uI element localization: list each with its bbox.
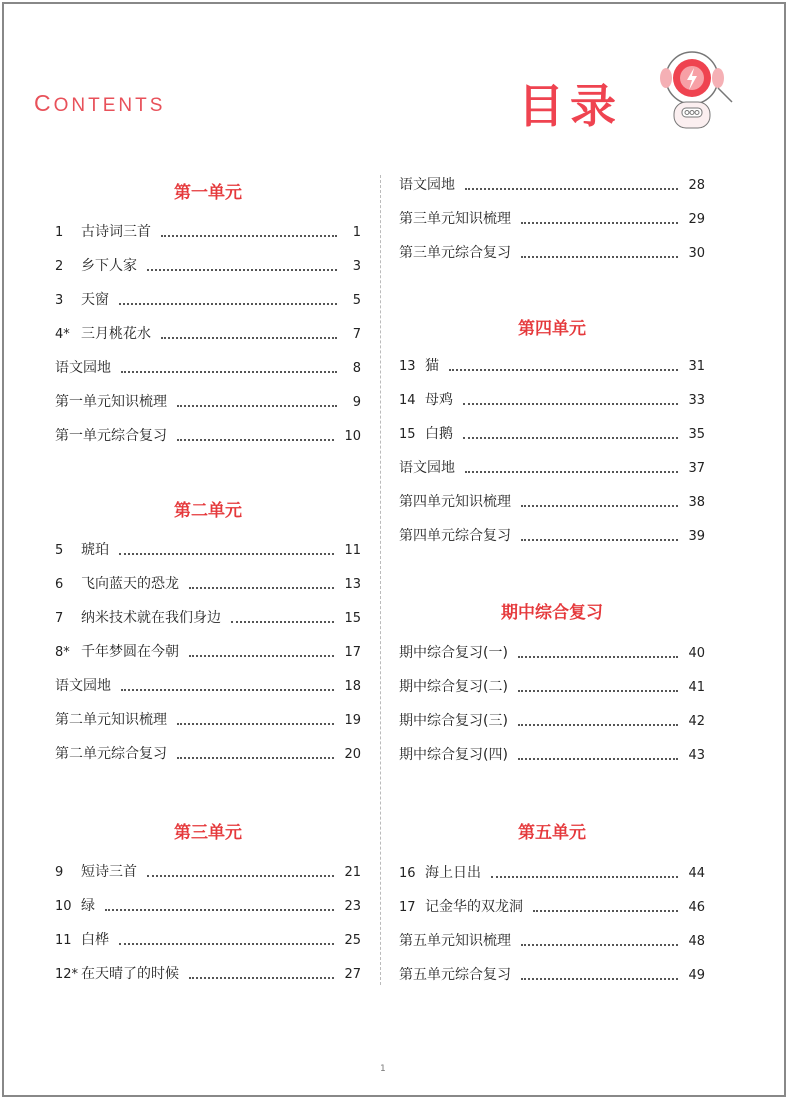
toc-entry[interactable] [55, 861, 361, 881]
entry-page: 49 [688, 968, 705, 983]
entry-number: 3 [55, 293, 64, 308]
entry-number: 13 [399, 359, 416, 374]
entry-title: 第四单元知识梳理 [399, 494, 511, 510]
entry-title: 语文园地 [399, 177, 455, 193]
entry-title: 第三单元知识梳理 [399, 211, 511, 227]
entry-title: 期中综合复习(二) [399, 679, 508, 695]
dot-leader [147, 269, 337, 271]
section-heading: 第五单元 [518, 823, 586, 843]
toc-entry[interactable] [399, 862, 705, 882]
entry-number: 9 [55, 865, 64, 880]
toc-entry[interactable] [55, 675, 361, 695]
toc-entry[interactable] [55, 255, 361, 275]
entry-number: 7 [55, 611, 64, 626]
entry-title: 母鸡 [425, 392, 453, 408]
toc-entry[interactable] [399, 491, 705, 511]
entry-number: 11 [55, 933, 72, 948]
dot-leader [119, 303, 337, 305]
entry-title: 天窗 [81, 292, 109, 308]
dot-leader [518, 758, 679, 760]
entry-number: 4* [55, 327, 70, 342]
section-heading: 第二单元 [174, 501, 242, 521]
toc-entry[interactable] [399, 389, 705, 409]
toc-entry[interactable] [55, 929, 361, 949]
entry-page: 10 [344, 429, 361, 444]
entry-page: 48 [688, 934, 705, 949]
entry-title: 记金华的双龙洞 [425, 899, 523, 915]
entry-title: 第四单元综合复习 [399, 528, 511, 544]
dot-leader [521, 944, 678, 946]
contents-initial: C [34, 90, 54, 116]
dot-leader [161, 235, 337, 237]
dot-leader [161, 337, 337, 339]
toc-entry[interactable] [55, 289, 361, 309]
toc-entry[interactable] [55, 357, 361, 377]
toc-entry[interactable] [55, 425, 361, 445]
entry-title: 白鹅 [425, 426, 453, 442]
entry-page: 42 [688, 714, 705, 729]
dot-leader [177, 723, 334, 725]
toc-entry[interactable] [399, 423, 705, 443]
entry-number: 15 [399, 427, 416, 442]
page-title: 目录 [518, 79, 622, 133]
toc-entry[interactable] [399, 242, 705, 262]
dot-leader [533, 910, 678, 912]
entry-title: 期中综合复习(三) [399, 713, 508, 729]
entry-number: 2 [55, 259, 64, 274]
dot-leader [189, 655, 334, 657]
dot-leader [521, 978, 678, 980]
dot-leader [119, 943, 334, 945]
entry-page: 41 [688, 680, 705, 695]
dot-leader [147, 875, 334, 877]
entry-page: 5 [352, 293, 361, 308]
entry-number: 17 [399, 900, 416, 915]
page-number: 1 [380, 1064, 386, 1074]
toc-entry[interactable] [399, 896, 705, 916]
contents-rest: ONTENTS [53, 95, 166, 116]
entry-page: 28 [688, 178, 705, 193]
toc-entry[interactable] [399, 457, 705, 477]
entry-page: 38 [688, 495, 705, 510]
entry-page: 39 [688, 529, 705, 544]
entry-page: 13 [344, 577, 361, 592]
entry-page: 37 [688, 461, 705, 476]
section-heading: 期中综合复习 [501, 603, 603, 623]
entry-title: 语文园地 [55, 360, 111, 376]
toc-entry[interactable] [55, 709, 361, 729]
toc-entry[interactable] [399, 208, 705, 228]
entry-title: 第五单元知识梳理 [399, 933, 511, 949]
entry-title: 古诗词三首 [81, 224, 151, 240]
entry-number: 14 [399, 393, 416, 408]
dot-leader [518, 724, 679, 726]
dot-leader [119, 553, 334, 555]
toc-entry[interactable] [55, 895, 361, 915]
entry-title: 短诗三首 [81, 864, 137, 880]
entry-page: 35 [688, 427, 705, 442]
entry-title: 第二单元综合复习 [55, 746, 167, 762]
contents-label [34, 90, 165, 117]
dot-leader [189, 587, 334, 589]
entry-title: 三月桃花水 [81, 326, 151, 342]
entry-title: 第三单元综合复习 [399, 245, 511, 261]
toc-entry[interactable] [55, 573, 361, 593]
toc-entry[interactable] [399, 525, 705, 545]
entry-title: 琥珀 [81, 542, 109, 558]
dot-leader [518, 690, 679, 692]
toc-entry[interactable] [55, 391, 361, 411]
dot-leader [121, 689, 334, 691]
toc-entry[interactable] [55, 607, 361, 627]
toc-entry[interactable] [399, 744, 705, 764]
dot-leader [491, 876, 678, 878]
entry-page: 19 [344, 713, 361, 728]
entry-page: 1 [352, 225, 361, 240]
entry-title: 绿 [81, 898, 95, 914]
entry-title: 千年梦圆在今朝 [81, 644, 179, 660]
dot-leader [521, 256, 678, 258]
entry-page: 44 [688, 866, 705, 881]
entry-page: 30 [688, 246, 705, 261]
dot-leader [177, 405, 337, 407]
section-heading: 第一单元 [174, 183, 242, 203]
entry-title: 乡下人家 [81, 258, 137, 274]
toc-entry[interactable] [399, 355, 705, 375]
entry-page: 40 [688, 646, 705, 661]
entry-page: 18 [344, 679, 361, 694]
entry-page: 21 [344, 865, 361, 880]
entry-title: 纳米技术就在我们身边 [81, 610, 221, 626]
entry-page: 8 [352, 361, 361, 376]
toc-entry[interactable] [399, 174, 705, 194]
entry-title: 语文园地 [55, 678, 111, 694]
dot-leader [465, 471, 678, 473]
entry-title: 期中综合复习(一) [399, 645, 508, 661]
entry-page: 7 [352, 327, 361, 342]
entry-page: 11 [344, 543, 361, 558]
entry-number: 6 [55, 577, 64, 592]
dot-leader [105, 909, 334, 911]
entry-page: 9 [352, 395, 361, 410]
entry-title: 第一单元综合复习 [55, 428, 167, 444]
dot-leader [177, 439, 334, 441]
entry-page: 3 [352, 259, 361, 274]
dot-leader [521, 222, 678, 224]
dot-leader [465, 188, 678, 190]
dot-leader [231, 621, 334, 623]
dot-leader [449, 369, 678, 371]
entry-page: 27 [344, 967, 361, 982]
toc-entry[interactable] [399, 642, 705, 662]
toc-entry[interactable] [399, 964, 705, 984]
entry-title: 海上日出 [425, 865, 481, 881]
dot-leader [463, 437, 678, 439]
entry-number: 8* [55, 645, 70, 660]
entry-page: 15 [344, 611, 361, 626]
dot-leader [189, 977, 334, 979]
entry-number: 1 [55, 225, 64, 240]
toc-entry[interactable] [55, 641, 361, 661]
dot-leader [177, 757, 334, 759]
dot-leader [521, 539, 678, 541]
entry-number: 10 [55, 899, 72, 914]
toc-entry[interactable] [55, 743, 361, 763]
entry-page: 29 [688, 212, 705, 227]
dot-leader [521, 505, 678, 507]
entry-number: 5 [55, 543, 64, 558]
entry-title: 飞向蓝天的恐龙 [81, 576, 179, 592]
toc-entry[interactable] [399, 676, 705, 696]
dot-leader [518, 656, 679, 658]
entry-page: 17 [344, 645, 361, 660]
toc-entry[interactable] [55, 963, 361, 983]
entry-page: 43 [688, 748, 705, 763]
entry-page: 25 [344, 933, 361, 948]
toc-entry[interactable] [55, 323, 361, 343]
entry-title: 期中综合复习(四) [399, 747, 508, 763]
toc-entry[interactable] [55, 539, 361, 559]
astronaut-mascot-icon [652, 48, 744, 132]
dot-leader [463, 403, 678, 405]
toc-entry[interactable] [399, 930, 705, 950]
entry-page: 46 [688, 900, 705, 915]
entry-title: 白桦 [81, 932, 109, 948]
entry-title: 在天晴了的时候 [81, 966, 179, 982]
entry-page: 20 [344, 747, 361, 762]
entry-title: 第二单元知识梳理 [55, 712, 167, 728]
section-heading: 第四单元 [518, 319, 586, 339]
toc-entry[interactable] [399, 710, 705, 730]
entry-number: 12* [55, 967, 79, 982]
entry-page: 23 [344, 899, 361, 914]
toc-entry[interactable] [55, 221, 361, 241]
entry-title: 第五单元综合复习 [399, 967, 511, 983]
column-divider [380, 175, 381, 985]
entry-title: 第一单元知识梳理 [55, 394, 167, 410]
entry-page: 33 [688, 393, 705, 408]
dot-leader [121, 371, 337, 373]
entry-number: 16 [399, 866, 416, 881]
entry-page: 31 [688, 359, 705, 374]
entry-title: 语文园地 [399, 460, 455, 476]
section-heading: 第三单元 [174, 823, 242, 843]
entry-title: 猫 [425, 358, 439, 374]
